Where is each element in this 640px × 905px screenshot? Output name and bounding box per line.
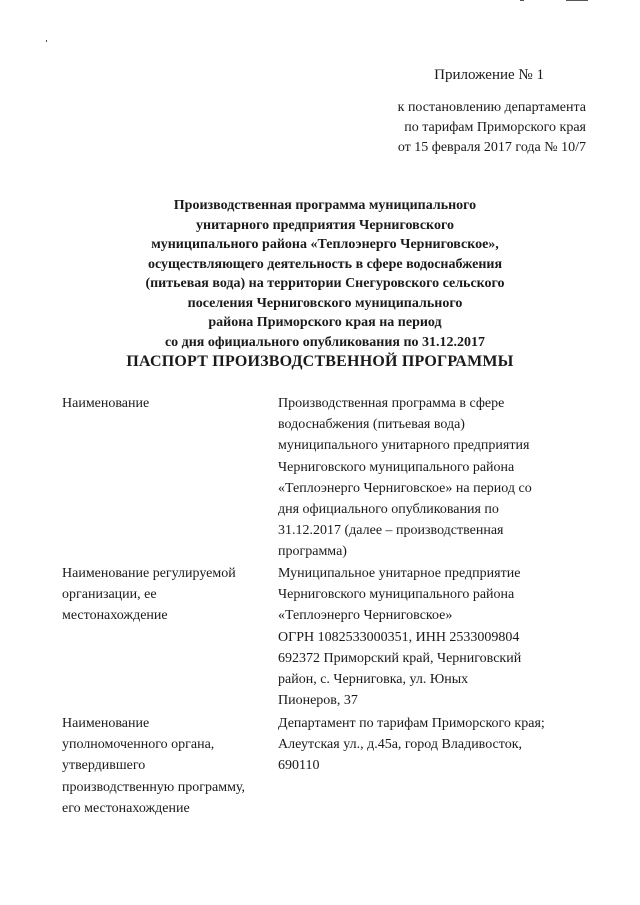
row-label-line: Наименование <box>62 716 150 731</box>
title-line: района Приморского края на период <box>208 315 442 330</box>
row-value-line: дня официального опубликования по <box>278 502 499 518</box>
decree-reference-line: к постановлению департамента <box>397 100 586 115</box>
title-line: осуществляющего деятельность в сфере водоснабжения <box>147 256 503 272</box>
row-value-line: ОГРН 1082533000351, ИНН 2533009804 <box>278 629 520 645</box>
row-value-line: Муниципальное унитарное предприятие <box>278 566 521 581</box>
row-value-line: водоснабжения (питьевая вода) <box>278 417 465 433</box>
row-value-line: Черниговского муниципального района <box>278 587 515 603</box>
row-value-line: Департамент по тарифам Приморского края; <box>278 716 545 731</box>
row-label-line: местонахождение <box>62 608 168 624</box>
row-value-line: Алеутская ул., д.45а, город Владивосток, <box>278 737 522 753</box>
row-label <box>62 563 272 627</box>
scan-mark-left <box>46 40 47 42</box>
row-label <box>62 393 272 414</box>
row-value <box>278 563 598 711</box>
row-label-line: Наименование <box>62 396 150 411</box>
row-value-line: район, с. Черниговка, ул. Юных <box>278 672 469 688</box>
row-value-line: программа) <box>278 544 347 560</box>
row-value-line: Производственная программа в сфере <box>278 396 505 411</box>
scan-mark-top <box>520 0 524 1</box>
title-line: Производственная программа муниципального <box>173 198 477 213</box>
row-label-line: производственную программу, <box>62 779 246 795</box>
row-label-line: утвердившего <box>62 758 146 774</box>
row-label <box>62 713 272 819</box>
row-value <box>278 393 598 563</box>
title-line: унитарного предприятия Черниговского <box>196 217 454 233</box>
row-label-line: его местонахождение <box>62 800 190 816</box>
row-label-line: организации, ее <box>62 587 157 603</box>
title-line: со дня официального опубликования по 31.12.2017 <box>164 334 486 350</box>
row-value-line: 31.12.2017 (далее – производственная <box>278 523 504 539</box>
appendix-label: Приложение № 1 <box>434 67 544 83</box>
row-value-line: «Теплоэнерго Черниговское» <box>278 608 453 624</box>
decree-reference-line: по тарифам Приморского края <box>404 120 586 135</box>
title-line: (питьевая вода) на территории Снегуровского сельского <box>145 276 505 291</box>
title-line: муниципального района «Теплоэнерго Черниговское», <box>151 237 499 252</box>
decree-reference <box>326 98 586 158</box>
row-value-line: «Теплоэнерго Черниговское» на период со <box>278 480 532 496</box>
title-line: поселения Черниговского муниципального <box>187 295 463 311</box>
row-value-line: муниципального унитарного предприятия <box>278 438 530 454</box>
row-value-line: Пионеров, 37 <box>278 693 358 709</box>
row-label-line: уполномоченного органа, <box>62 737 215 753</box>
row-value <box>278 713 598 777</box>
decree-reference-line: от 15 февраля 2017 года № 10/7 <box>397 140 586 155</box>
row-label-line: Наименование регулируемой <box>62 566 236 581</box>
row-value-line: Черниговского муниципального района <box>278 459 515 475</box>
row-value-line: 690110 <box>278 758 320 774</box>
row-value-line: 692372 Приморский край, Черниговский <box>278 650 522 666</box>
document-title <box>120 196 530 352</box>
scan-mark-top <box>566 0 588 1</box>
passport-heading: ПАСПОРТ ПРОИЗВОДСТВЕННОЙ ПРОГРАММЫ <box>126 353 514 370</box>
